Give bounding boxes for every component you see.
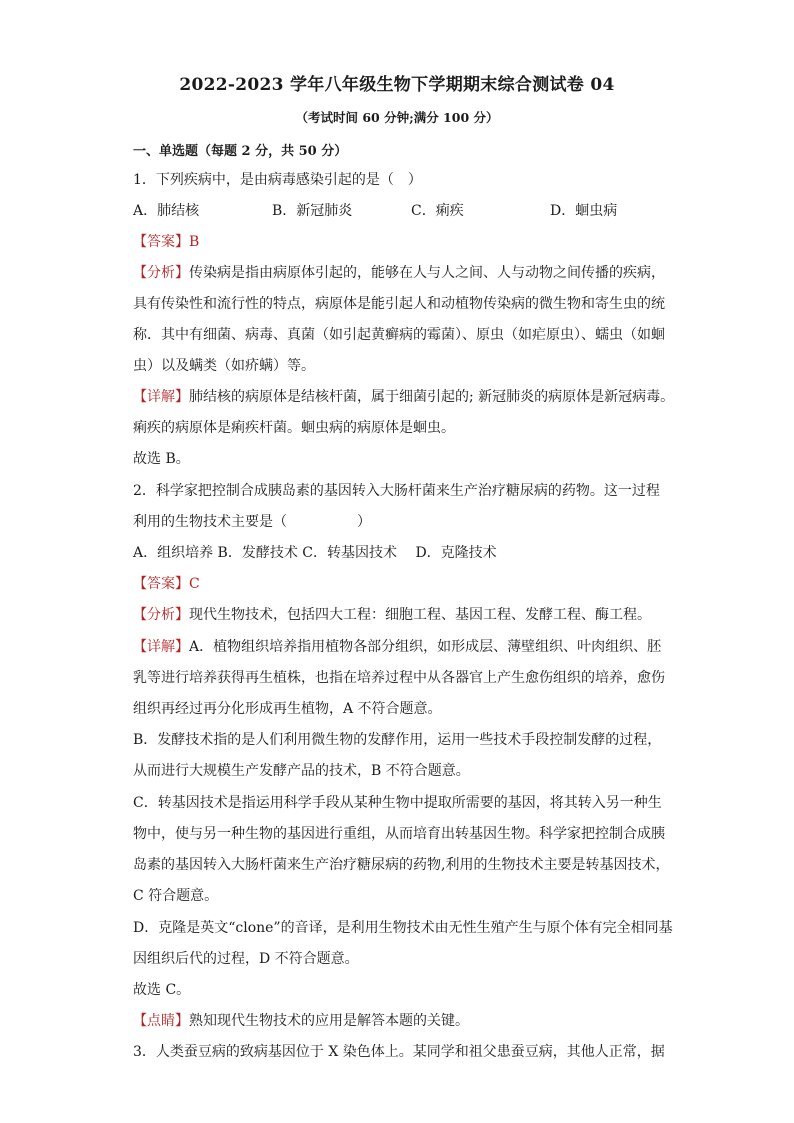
detail-tag: 【详解】 xyxy=(133,639,189,655)
q2-analysis-text: 现代生物技术，包括四大工程：细胞工程、基因工程、发酵工程、酶工程。 xyxy=(189,607,651,623)
q2-analysis xyxy=(133,605,665,625)
q1-detail-text: 肺结核的病原体是结核杆菌，属于细菌引起的; 新冠肺炎的病原体是新冠病毒。 xyxy=(189,389,675,405)
q2-detail-d-line-1: D．克隆是英文“clone”的音译，是利用生物技术由无性生殖产生与原个体有完全相同基 xyxy=(133,920,673,936)
analysis-tag: 【分析】 xyxy=(133,607,189,623)
q2-detail-a-text: A．植物组织培养指用植物各部分组织，如形成层、薄壁组织、叶肉组织、胚 xyxy=(189,639,662,655)
q1-options xyxy=(133,201,665,221)
q1-detail-line-2: 痢疾的病原体是痢疾杆菌。蛔虫病的病原体是蛔虫。 xyxy=(133,420,455,436)
q1-option-c: C．痢疾 xyxy=(411,203,464,219)
q1-option-b: B．新冠肺炎 xyxy=(272,203,353,219)
q2-stem-line-1: 2．科学家把控制合成胰岛素的基因转入大肠杆菌来生产治疗糖尿病的药物。这一过程 xyxy=(133,483,660,499)
q1-analysis-text: 传染病是指由病原体引起的，能够在人与人之间、人与动物之间传播的疾病， xyxy=(189,265,665,281)
q1-detail-line-1 xyxy=(133,387,675,407)
q1-stem: 1．下列疾病中，是由病毒感染引起的是（ ） xyxy=(133,172,422,188)
q1-answer xyxy=(133,232,665,252)
analysis-tag: 【分析】 xyxy=(133,265,189,281)
q1-conclusion: 故选 B。 xyxy=(133,451,190,467)
q2-comment-text: 熟知现代生物技术的应用是解答本题的关键。 xyxy=(189,1013,469,1029)
page-subtitle: （考试时间 60 分钟;满分 100 分） xyxy=(295,110,499,125)
q1-analysis-line-2: 具有传染性和流行性的特点，病原体是能引起人和动植物传染病的微生物和寄生虫的统 xyxy=(133,296,665,312)
q1-analysis-line-4: 虫）以及螨类（如疥螨）等。 xyxy=(133,358,315,374)
q2-detail-c-line-4: C 符合题意。 xyxy=(133,888,219,904)
answer-tag: 【答案】 xyxy=(133,234,189,250)
q3-stem: 3．人类蚕豆病的致病基因位于 X 染色体上。某同学和祖父患蚕豆病，其他人正常，据 xyxy=(133,1044,665,1060)
page-title: 2022-2023 学年八年级生物下学期期末综合测试卷 04 xyxy=(179,75,615,95)
q2-detail-c-line-2: 物中，使与另一种生物的基因进行重组，从而培育出转基因生物。科学家把控制合成胰 xyxy=(133,826,665,842)
q2-detail-c-line-1: C．转基因技术是指运用科学手段从某种生物中提取所需要的基因，将其转入另一种生 xyxy=(133,795,662,811)
q2-comment xyxy=(133,1011,665,1031)
q2-options: A．组织培养 B．发酵技术 C．转基因技术 D．克隆技术 xyxy=(133,545,497,561)
q1-analysis-line-1 xyxy=(133,263,665,283)
q2-detail-c-line-3: 岛素的基因转入大肠杆菌来生产治疗糖尿病的药物,利用的生物技术主要是转基因技术， xyxy=(133,857,670,873)
q1-option-d: D．蛔虫病 xyxy=(550,203,618,219)
q1-option-a: A．肺结核 xyxy=(133,203,200,219)
q2-detail-b-line-1: B．发酵技术指的是人们利用微生物的发酵作用，运用一些技术手段控制发酵的过程， xyxy=(133,732,662,748)
q2-detail-a-line-3: 组织再经过再分化形成再生植物，A 不符合题意。 xyxy=(133,701,442,717)
q2-answer-value: C xyxy=(189,576,200,592)
q2-stem-line-2: 利用的生物技术主要是（ ） xyxy=(133,514,371,530)
q2-detail-a-line-2: 乳等进行培养获得再生植株，也指在培养过程中从各器官上产生愈伤组织的培养，愈伤 xyxy=(133,670,665,686)
q1-answer-value: B xyxy=(189,234,200,250)
q1-analysis-line-3: 称．其中有细菌、病毒、真菌（如引起黄癣病的霉菌）、原虫（如疟原虫）、蠕虫（如蛔 xyxy=(133,327,665,343)
q2-detail-d-line-2: 因组织后代的过程，D 不符合题意。 xyxy=(133,951,359,967)
q2-answer xyxy=(133,574,665,594)
q2-conclusion: 故选 C。 xyxy=(133,982,191,998)
q2-detail-b-line-2: 从而进行大规模生产发酵产品的技术，B 不符合题意。 xyxy=(133,763,470,779)
answer-tag: 【答案】 xyxy=(133,576,189,592)
section-heading: 一、单选题（每题 2 分，共 50 分） xyxy=(133,144,348,159)
detail-tag: 【详解】 xyxy=(133,389,189,405)
q2-detail-a-line-1 xyxy=(133,637,665,657)
comment-tag: 【点睛】 xyxy=(133,1013,189,1029)
